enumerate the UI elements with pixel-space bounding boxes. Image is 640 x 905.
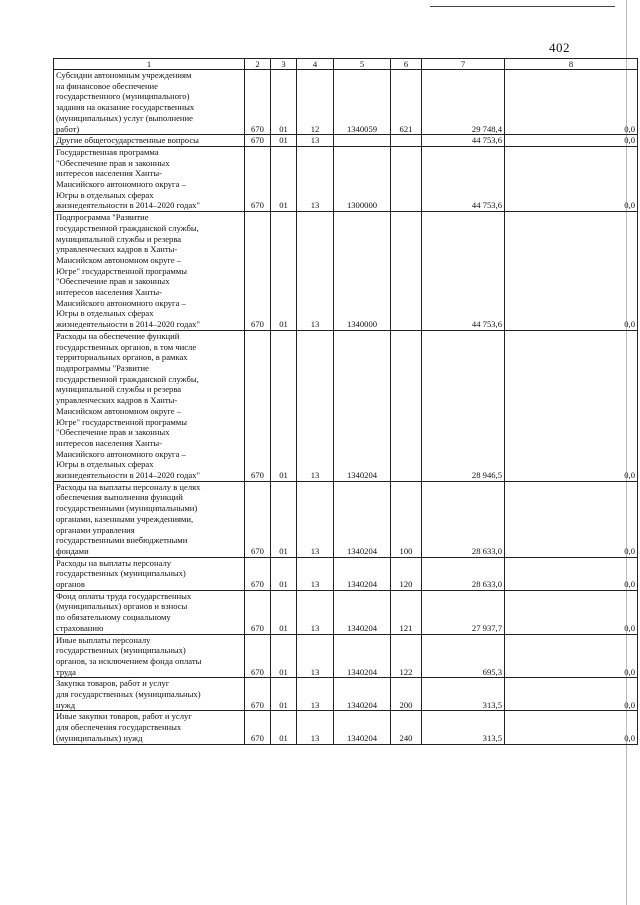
cell-ved: 670 [245,711,271,744]
cell-ved: 670 [245,146,271,211]
cell-expense-type: 100 [391,481,422,557]
cell-expense-type [391,330,422,481]
cell-ved: 670 [245,212,271,331]
cell-razdel: 01 [271,212,297,331]
row-name: Государственная программа "Обеспечение прав и законных интересов населения Ханты- Мансийского автономного округа – Югры в отдельных сферах жизнедеятельности в 2014–2020 годах" [54,146,245,211]
cell-col8: 0,0 [505,146,638,211]
cell-podrazdel: 13 [297,146,334,211]
table-row [54,135,638,147]
cell-ved: 670 [245,678,271,711]
cell-sum: 313,5 [422,678,505,711]
cell-razdel: 01 [271,678,297,711]
cell-ved: 670 [245,481,271,557]
cell-sum: 27 937,7 [422,590,505,634]
cell-podrazdel: 13 [297,135,334,147]
table-row [54,557,638,590]
cell-target-article: 1340059 [334,70,391,135]
cell-col8: 0,0 [505,212,638,331]
column-header: 3 [271,59,297,70]
top-rule [430,6,615,7]
cell-podrazdel: 13 [297,481,334,557]
cell-expense-type [391,146,422,211]
cell-podrazdel: 13 [297,330,334,481]
cell-sum: 28 633,0 [422,481,505,557]
row-name: Иные закупки товаров, работ и услуг для обеспечения государственных (муниципальных) нужд [54,711,245,744]
cell-col8: 0,0 [505,135,638,147]
table-row [54,212,638,331]
table-row [54,330,638,481]
cell-podrazdel: 13 [297,557,334,590]
cell-ved: 670 [245,70,271,135]
cell-col8: 0,0 [505,557,638,590]
row-name: Субсидии автономным учреждениям на финансовое обеспечение государственного (муниципального) задания на оказание государственных (муниципальных) услуг (выполнение работ) [54,70,245,135]
table-row [54,146,638,211]
column-header: 5 [334,59,391,70]
row-name: Закупка товаров, работ и услуг для государственных (муниципальных) нужд [54,678,245,711]
cell-sum: 29 748,4 [422,70,505,135]
cell-sum: 28 633,0 [422,557,505,590]
cell-razdel: 01 [271,330,297,481]
cell-col8: 0,0 [505,634,638,678]
cell-razdel: 01 [271,481,297,557]
cell-razdel: 01 [271,634,297,678]
cell-ved: 670 [245,135,271,147]
row-name: Расходы на выплаты персоналу в целях обеспечения выполнения функций государственными (муниципальными) органами, казенными учреждениями, органами управления государственными внебюджетными фондами [54,481,245,557]
cell-target-article: 1340204 [334,590,391,634]
cell-col8: 0,0 [505,481,638,557]
row-name: Фонд оплаты труда государственных (муниципальных) органов и взносы по обязательному социальному страхованию [54,590,245,634]
cell-sum: 313,5 [422,711,505,744]
table-row [54,70,638,135]
cell-target-article: 1340204 [334,634,391,678]
cell-ved: 670 [245,590,271,634]
cell-ved: 670 [245,330,271,481]
cell-razdel: 01 [271,711,297,744]
cell-razdel: 01 [271,135,297,147]
column-header: 4 [297,59,334,70]
cell-podrazdel: 12 [297,70,334,135]
cell-sum: 44 753,6 [422,212,505,331]
column-header: 6 [391,59,422,70]
table-row [54,481,638,557]
row-name: Подпрограмма "Развитие государственной гражданской службы, муниципальной службы и резерва управленческих кадров в Ханты- Мансийском автономном округе – Югре" государственной программы "Обеспечение прав и законных интересов населения Ханты- Мансийского автономного округа – Югры в отдельных сферах жизнедеятельности в 2014–2020 годах" [54,212,245,331]
table-row [54,678,638,711]
row-name: Расходы на обеспечение функций государственных органов, в том числе территориальных органов, в рамках подпрограммы "Развитие государственной гражданской службы, муниципальной службы и резерва управленческих кадров в Ханты- Мансийском автономном округе – Югре" государственной программы "Обеспечение прав и законных интересов населения Ханты- Мансийского автономного округа – Югры в отдельных сферах жизнедеятельности в 2014–2020 годах" [54,330,245,481]
cell-podrazdel: 13 [297,212,334,331]
cell-expense-type: 621 [391,70,422,135]
cell-ved: 670 [245,557,271,590]
cell-target-article: 1340204 [334,481,391,557]
cell-sum: 44 753,6 [422,146,505,211]
cell-expense-type: 122 [391,634,422,678]
cell-sum: 44 753,6 [422,135,505,147]
cell-target-article [334,135,391,147]
cell-col8: 0,0 [505,330,638,481]
cell-target-article: 1340204 [334,678,391,711]
column-header: 7 [422,59,505,70]
cell-target-article: 1340204 [334,711,391,744]
cell-target-article: 1340204 [334,330,391,481]
row-name: Расходы на выплаты персоналу государственных (муниципальных) органов [54,557,245,590]
cell-razdel: 01 [271,557,297,590]
column-header: 8 [505,59,638,70]
cell-col8: 0,0 [505,678,638,711]
page-number: 402 [549,40,570,55]
column-header: 2 [245,59,271,70]
cell-col8: 0,0 [505,590,638,634]
cell-podrazdel: 13 [297,590,334,634]
cell-col8: 0,0 [505,711,638,744]
cell-podrazdel: 13 [297,678,334,711]
column-header: 1 [54,59,245,70]
cell-ved: 670 [245,634,271,678]
cell-expense-type [391,135,422,147]
cell-target-article: 1340000 [334,212,391,331]
cell-target-article: 1300000 [334,146,391,211]
cell-expense-type: 240 [391,711,422,744]
cell-razdel: 01 [271,70,297,135]
cell-razdel: 01 [271,146,297,211]
cell-razdel: 01 [271,590,297,634]
cell-col8: 0,0 [505,70,638,135]
cell-target-article: 1340204 [334,557,391,590]
cell-expense-type [391,212,422,331]
cell-expense-type: 120 [391,557,422,590]
cell-sum: 695,3 [422,634,505,678]
budget-table [53,58,638,745]
cell-podrazdel: 13 [297,634,334,678]
row-name: Иные выплаты персоналу государственных (муниципальных) органов, за исключением фонда оплаты труда [54,634,245,678]
table-row [54,590,638,634]
cell-podrazdel: 13 [297,711,334,744]
cell-expense-type: 121 [391,590,422,634]
cell-sum: 28 946,5 [422,330,505,481]
table-row [54,634,638,678]
table-row [54,711,638,744]
row-name: Другие общегосударственные вопросы [54,135,245,147]
cell-expense-type: 200 [391,678,422,711]
header-row [54,59,638,70]
